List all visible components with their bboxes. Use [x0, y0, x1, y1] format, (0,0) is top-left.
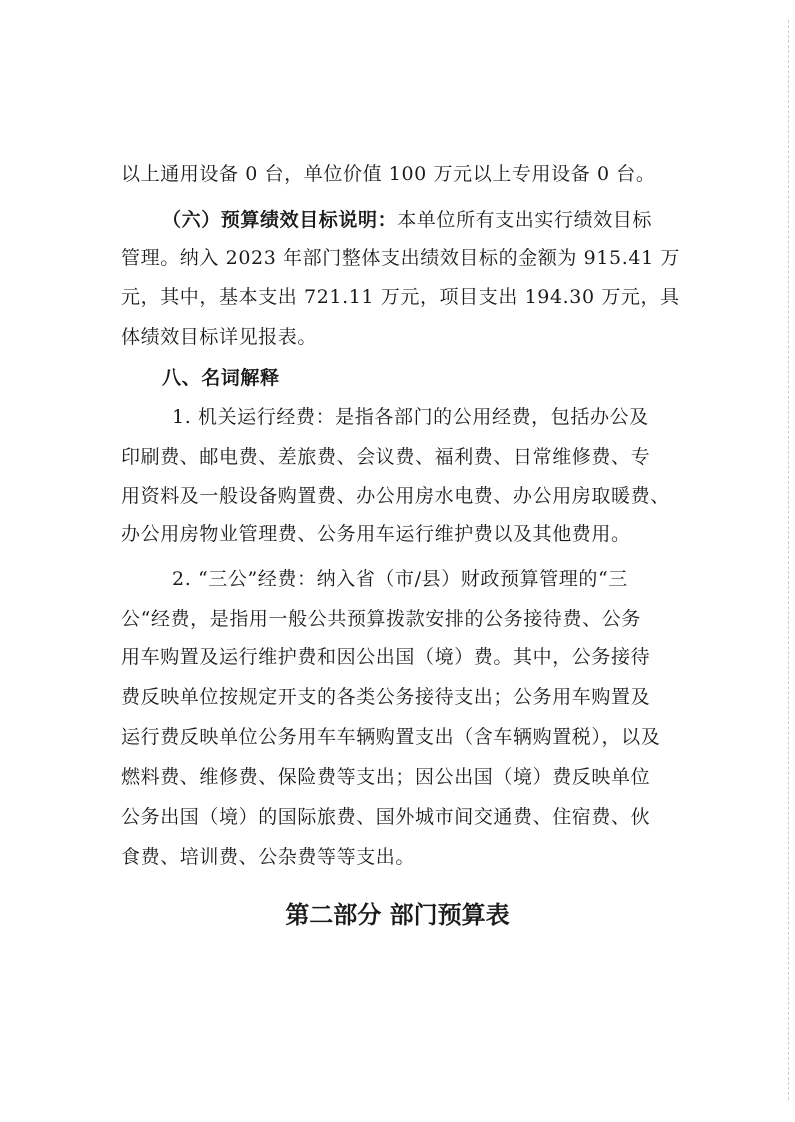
paragraph-line — [121, 285, 680, 309]
paragraph-line — [121, 765, 650, 789]
line-text: 燃料费、维修费、保险费等支出；因公出国（境）费反映单位 — [121, 766, 651, 788]
paragraph-line — [121, 162, 655, 186]
paragraph-line — [121, 685, 650, 709]
paragraph-line — [121, 725, 660, 749]
paragraph-line — [172, 405, 649, 429]
paragraph-line — [121, 645, 650, 669]
line-text: 公务出国（境）的国际旅费、国外城市间交通费、住宿费、伙 — [121, 806, 651, 828]
paragraph-line — [121, 484, 670, 508]
line-text: 用资料及一般设备购置费、办公用房水电费、办公用房取暖费、 — [121, 485, 670, 507]
paragraph-line — [121, 246, 680, 270]
line-text: 管理。纳入 2023 年部门整体支出绩效目标的金额为 915.41 万 — [121, 247, 680, 269]
line-text: 费反映单位按规定开支的各类公务接待支出；公务用车购置及 — [121, 686, 651, 708]
line-text: 办公用房物业管理费、公务用车运行维护费以及其他费用。 — [121, 523, 631, 545]
paragraph-line — [121, 522, 631, 546]
line-text: 公“经费，是指用一般公共预算拨款安排的公务接待费、公务 — [121, 608, 641, 630]
part-title: 第二部分 部门预算表 — [285, 901, 510, 929]
line-text: 1. 机关运行经费：是指各部门的公用经费，包括办公及 — [172, 406, 649, 428]
line-text: 用车购置及运行维护费和因公出国（境）费。其中，公务接待 — [121, 646, 651, 668]
section-heading — [162, 366, 280, 390]
paragraph-line — [121, 325, 317, 349]
line-text: 以上通用设备 0 台，单位价值 100 万元以上专用设备 0 台。 — [121, 163, 656, 185]
paragraph-line — [162, 208, 652, 232]
line-text: 食费、培训费、公杂费等等支出。 — [121, 846, 416, 868]
paragraph-line — [121, 607, 641, 631]
paragraph-line — [121, 845, 415, 869]
line-text: 体绩效目标详见报表。 — [121, 326, 318, 348]
line-text: 元，其中，基本支出 721.11 万元，项目支出 194.30 万元，具 — [121, 286, 680, 308]
paragraph-line — [121, 805, 650, 829]
line-text: 本单位所有支出实行绩效目标 — [397, 209, 653, 231]
scan-edge-artifact — [788, 20, 789, 1100]
paragraph-line — [121, 445, 650, 469]
line-text: 运行费反映单位公务用车车辆购置支出（含车辆购置税），以及 — [121, 726, 661, 748]
paragraph-line — [172, 567, 628, 591]
line-text: 印刷费、邮电费、差旅费、会议费、福利费、日常维修费、专 — [121, 446, 651, 468]
line-text: 2. “三公”经费：纳入省（市/县）财政预算管理的“三 — [172, 568, 628, 590]
subsection-heading: （六）预算绩效目标说明： — [162, 209, 398, 231]
section-heading-text: 八、名词解释 — [162, 367, 280, 389]
